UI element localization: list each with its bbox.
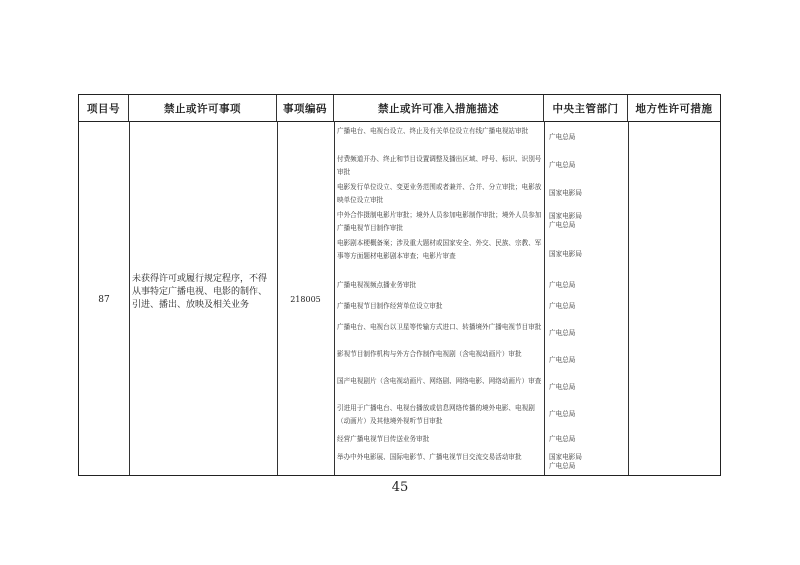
- column-divider: [129, 121, 130, 475]
- measure-description: 广播电台、电视台设立、终止及有关单位设立有线广播电视站审批: [337, 127, 529, 135]
- header-matter: 禁止或许可事项: [129, 95, 277, 121]
- central-department: 国家电影局 广电总局: [549, 453, 582, 470]
- central-department: 广电总局: [549, 281, 576, 289]
- item-matter: 未获得许可或履行规定程序，不得从事特定广播电视、电影的制作、引进、播出、放映及相关业务: [132, 274, 268, 310]
- permit-table: [78, 94, 721, 476]
- header-local-measures: 地方性许可措施: [635, 102, 713, 115]
- column-divider: [628, 121, 629, 475]
- page-number: 45: [391, 480, 409, 495]
- header-divider: [79, 121, 720, 122]
- header-code: 事项编码: [277, 95, 334, 121]
- measure-description: 经营广播电视节目传送业务审批: [337, 435, 430, 443]
- measure-description: 电影发行单位设立、变更业务范围或者兼并、合并、分立审批；电影放映单位设立审批: [337, 183, 542, 204]
- central-department: 国家电影局: [549, 250, 582, 258]
- central-department: 广电总局: [549, 329, 576, 337]
- measure-description: 付费频道开办、终止和节目设置调整及播出区域、呼号、标识、识别号审批: [337, 155, 542, 176]
- item-number: 87: [98, 295, 110, 305]
- measure-description: 举办中外电影展、国际电影节、广播电视节目交流交易活动审批: [337, 453, 522, 461]
- column-divider: [544, 121, 545, 475]
- central-department: 广电总局: [549, 161, 576, 169]
- measure-description: 国产电视剧片（含电视动画片、网络剧、网络电影、网络动画片）审查: [337, 377, 542, 385]
- central-department: 广电总局: [549, 410, 576, 418]
- measure-description: 中外合作摄制电影片审批；境外人员参加电影制作审批；境外人员参加广播电视节目制作审批: [337, 211, 542, 232]
- measure-description: 广播电台、电视台以卫星等传输方式进口、转播境外广播电视节目审批: [337, 323, 542, 331]
- measure-description: 电影剧本梗概备案；涉及重大题材或国家安全、外交、民族、宗教、军事等方面题材电影剧本审查；电影片审查: [337, 239, 542, 260]
- central-department: 国家电影局: [549, 189, 582, 197]
- central-department: 广电总局: [549, 435, 576, 443]
- measure-description: 影视节目制作机构与外方合作制作电视剧（含电视动画片）审批: [337, 350, 522, 358]
- central-department: 广电总局: [549, 383, 576, 391]
- central-department: 广电总局: [549, 133, 576, 141]
- header-measure-description: 禁止或许可准入措施描述: [334, 95, 544, 121]
- header-central-department: 中央主管部门: [544, 95, 628, 121]
- measure-description: 广播电视节目制作经营单位设立审批: [337, 302, 443, 310]
- measure-description: 广播电视视频点播业务审批: [337, 281, 417, 289]
- item-code: 218005: [290, 295, 321, 304]
- central-department: 国家电影局 广电总局: [549, 212, 582, 229]
- column-divider: [334, 121, 335, 475]
- central-department: 广电总局: [549, 356, 576, 364]
- header-item-number: 项目号: [79, 95, 129, 121]
- measure-description: 引进用于广播电台、电视台播放或信息网络传播的境外电影、电视剧（动画片）及其他境外视听节目审批: [337, 404, 535, 425]
- central-department: 广电总局: [549, 302, 576, 310]
